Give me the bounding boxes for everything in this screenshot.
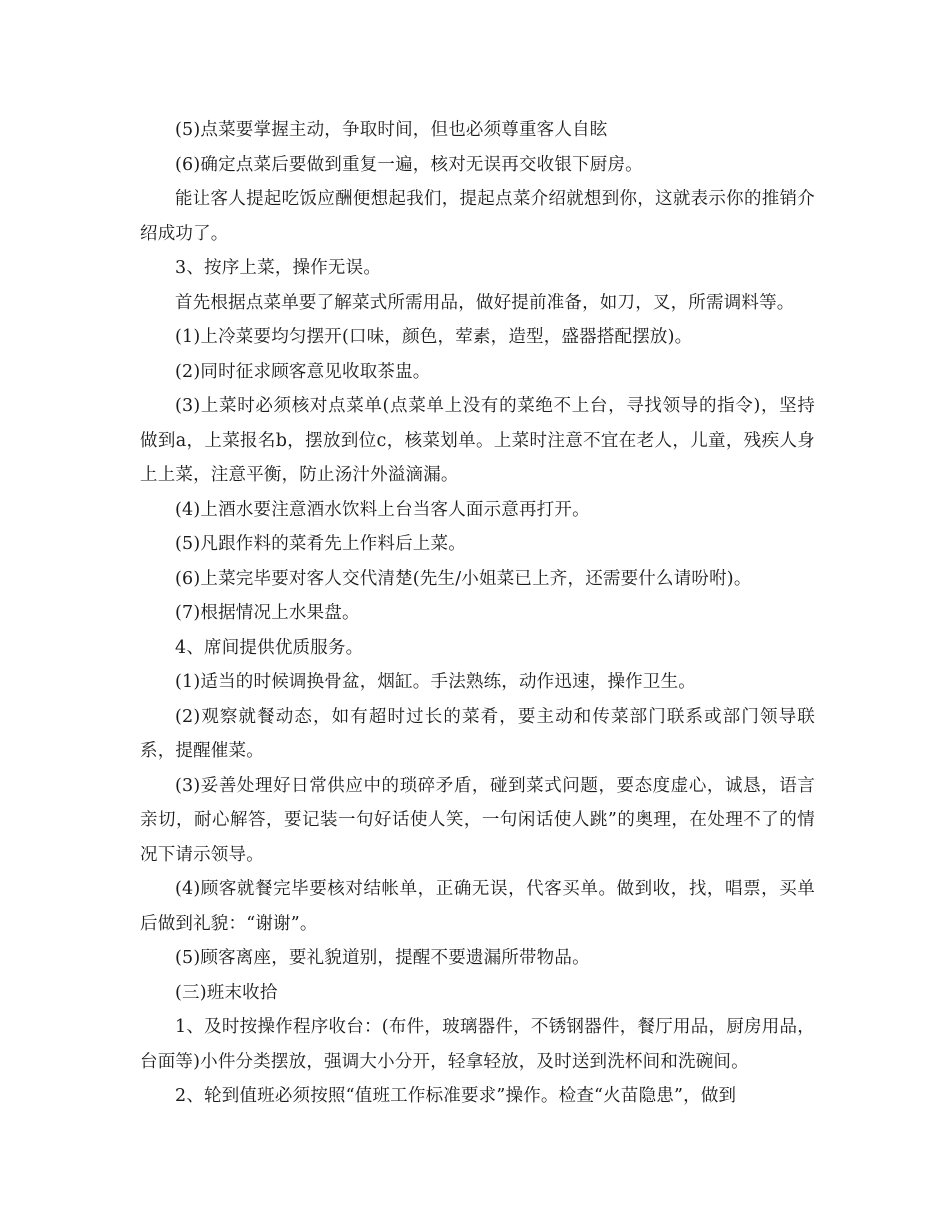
- paragraph-12: (7)根据情况上水果盘。: [175, 603, 360, 623]
- paragraph-6: (1)上冷菜要均匀摆开(口味，颜色，荤素，造型，盛器搭配摆放)。: [175, 327, 693, 347]
- paragraph-11: (6)上菜完毕要对客人交代清楚(先生/小姐菜已上齐，还需要什么请吩咐)。: [175, 568, 752, 589]
- paragraph-13: 4、席间提供优质服务。: [175, 637, 364, 658]
- paragraph-19: (三)班末收拾: [175, 982, 278, 1003]
- paragraph-1: (5)点菜要掌握主动，争取时间，但也必须尊重客人自眩: [175, 120, 608, 140]
- paragraph-18: (5)顾客离座，要礼貌道别，提醒不要遗漏所带物品。: [175, 948, 590, 968]
- paragraph-5: 首先根据点菜单要了解菜式所需用品，做好提前准备，如刀，叉，所需调料等。: [175, 292, 795, 313]
- paragraph-16: (3)妥善处理好日常供应中的琐碎矛盾，碰到菜式问题，要态度虚心，诚恳，语言亲切，耐心解答，要记装一句好话使人笑，一句闲话使人跳”的奥理，在处理不了的情况下请示领导。: [140, 775, 815, 865]
- paragraph-2: (6)确定点菜后要做到重复一遍，核对无误再交收银下厨房。: [175, 154, 643, 175]
- paragraph-8: (3)上菜时必须核对点菜单(点菜单上没有的菜绝不上台，寻找领导的指令)，坚持做到a，上菜报名b，摆放到位c，核菜划单。上菜时注意不宜在老人，儿童，残疾人身上上菜，注意平衡，防止汤汁外溢滴漏。: [140, 396, 815, 485]
- paragraph-9: (4)上酒水要注意酒水饮料上台当客人面示意再打开。: [175, 499, 590, 520]
- paragraph-21: 2、轮到值班必须按照“值班工作标准要求”操作。检查“火苗隐患”，做到: [175, 1086, 737, 1106]
- paragraph-10: (5)凡跟作料的菜肴先上作料后上菜。: [175, 534, 466, 554]
- paragraph-17: (4)顾客就餐完毕要核对结帐单，正确无误，代客买单。做到收，找，唱票，买单后做到礼貌：“谢谢”。: [140, 879, 815, 934]
- paragraph-4: 3、按序上菜，操作无误。: [175, 258, 382, 278]
- paragraph-7: (2)同时征求顾客意见收取茶盅。: [175, 361, 431, 382]
- paragraph-3: 能让客人提起吃饭应酬便想起我们，提起点菜介绍就想到你，这就表示你的推销介绍成功了。: [140, 189, 815, 244]
- paragraph-20: 1、及时按操作程序收台：(布件，玻璃器件，不锈钢器件，餐厅用品，厨房用品，台面等)小件分类摆放，强调大小分开，轻拿轻放，及时送到洗杯间和洗碗间。: [140, 1017, 815, 1072]
- paragraph-15: (2)观察就餐动态，如有超时过长的菜肴，要主动和传菜部门联系或部门领导联系，提醒催菜。: [140, 706, 815, 761]
- document-body: [140, 113, 815, 1114]
- paragraph-14: (1)适当的时候调换骨盆，烟缸。手法熟练，动作迅速，操作卫生。: [175, 672, 696, 692]
